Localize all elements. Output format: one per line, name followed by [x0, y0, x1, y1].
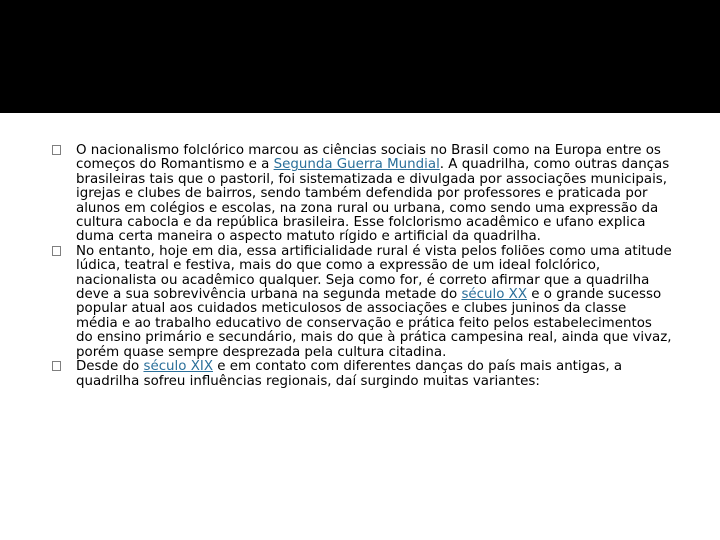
bullet-item-3 — [52, 360, 672, 389]
bullet-item-2 — [52, 245, 672, 360]
text-run: e em contato com diferentes danças do país mais antigas, a quadrilha sofreu influências regionais, daí surgindo muitas variantes: — [76, 359, 623, 389]
text-run: e o grande sucesso popular atual aos cuidados meticulosos de associações e clubes juninos da classe média e ao trabalho educativo de conservação e prática feito pelos estabelecimentos do ensino primário e secundário, mais do que à prática campesina real, ainda que vivaz, porém quase sempre desprezada pela cultura citadina. — [76, 287, 672, 360]
text-run: Desde do — [76, 359, 144, 375]
text-run: No entanto, hoje em dia, essa artificialidade rural é vista pelos foliões como uma atitude lúdica, teatral e festiva, mais do que como a expressão de um ideal folclórico, nacionalista ou acadêmico qualquer. Seja como for, é correto afirmar que a quadrilha deve a sua sobrevivência urbana na segunda metade do — [76, 243, 672, 303]
bullet-item-1 — [52, 144, 672, 245]
link-seculo-xx[interactable]: século XX — [461, 287, 528, 303]
text-run: . A quadrilha, como outras danças brasileiras tais que o pastoril, foi sistematizada e divulgada por associações municipais, igrejas e clubes de bairros, sendo também defendida por professores e praticada por alunos em colégios e escolas, na zona rural ou urbana, como sendo uma expressão da cultura cabocla e da república brasileira. Esse folclorismo acadêmico e ufano explica duma certa maneira o aspecto matuto rígido e artificial da quadrilha. — [76, 157, 670, 245]
text-run: O nacionalismo folclórico marcou as ciências sociais no Brasil como na Europa entre os começos do Romantismo e a — [76, 143, 661, 173]
bullet-text — [76, 143, 669, 244]
bullet-box-icon — [52, 361, 61, 371]
bullet-text — [76, 244, 672, 360]
bullet-box-icon — [52, 145, 61, 155]
link-segunda-guerra-mundial[interactable]: Segunda Guerra Mundial — [273, 157, 440, 173]
slide-content — [52, 144, 672, 389]
bullet-box-icon — [52, 246, 61, 256]
link-seculo-xix[interactable]: século XIX — [143, 359, 214, 375]
header-band — [0, 0, 720, 113]
bullet-text — [76, 359, 622, 388]
